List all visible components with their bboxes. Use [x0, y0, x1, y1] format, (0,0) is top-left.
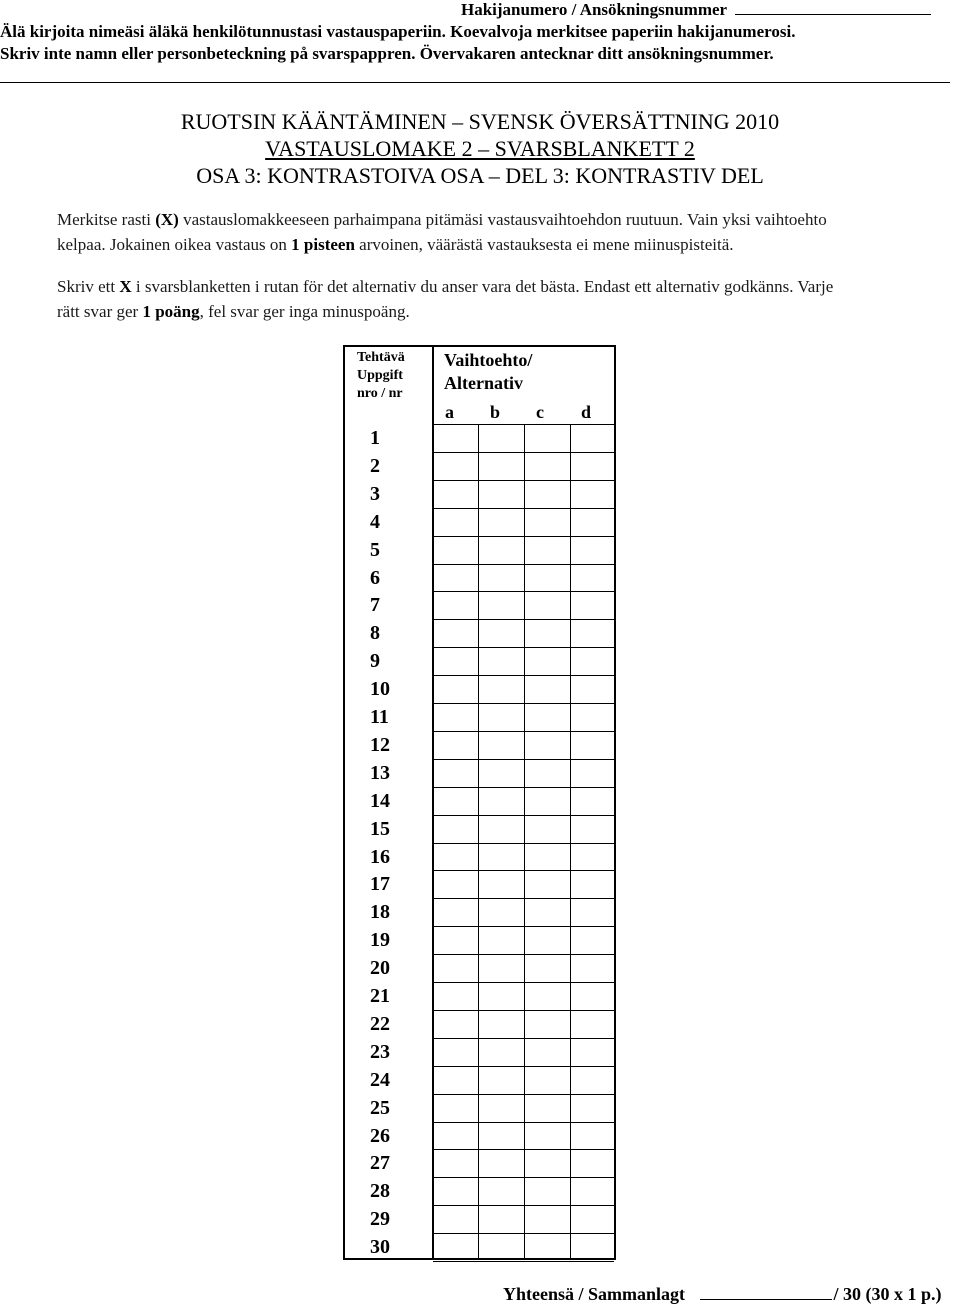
- answer-cell-2-d[interactable]: [571, 452, 616, 480]
- answer-cell-4-c[interactable]: [525, 508, 570, 536]
- answer-cell-24-c[interactable]: [525, 1066, 570, 1094]
- alt-letter-a: a: [445, 402, 454, 422]
- header-instruction-sv: Skriv inte namn eller personbeteckning på svarspappren. Övervakaren antecknar ditt ansökningsnummer.: [0, 44, 774, 63]
- answer-cell-30-a[interactable]: [433, 1233, 478, 1261]
- answer-cell-3-b[interactable]: [479, 480, 524, 508]
- answer-cell-12-d[interactable]: [571, 731, 616, 759]
- answer-cell-15-a[interactable]: [433, 815, 478, 843]
- task-number: 19: [370, 929, 390, 952]
- answer-cell-26-a[interactable]: [433, 1122, 478, 1150]
- answer-cell-8-b[interactable]: [479, 619, 524, 647]
- answer-cell-1-d[interactable]: [571, 424, 616, 452]
- answer-cell-20-c[interactable]: [525, 954, 570, 982]
- header-divider: [0, 82, 950, 83]
- answer-cell-30-c[interactable]: [525, 1233, 570, 1261]
- answer-cell-19-a[interactable]: [433, 926, 478, 954]
- answer-cell-21-b[interactable]: [479, 982, 524, 1010]
- answer-cell-2-b[interactable]: [479, 452, 524, 480]
- answer-cell-21-d[interactable]: [571, 982, 616, 1010]
- answer-cell-17-d[interactable]: [571, 870, 616, 898]
- answer-cell-1-a[interactable]: [433, 424, 478, 452]
- answer-cell-19-b[interactable]: [479, 926, 524, 954]
- answer-cell-18-c[interactable]: [525, 898, 570, 926]
- answer-cell-19-d[interactable]: [571, 926, 616, 954]
- answer-cell-20-d[interactable]: [571, 954, 616, 982]
- task-number: 1: [370, 427, 380, 449]
- task-number: 6: [370, 566, 380, 589]
- answer-cell-18-a[interactable]: [433, 898, 478, 926]
- answer-cell-9-a[interactable]: [433, 647, 478, 675]
- instructions-sv: Skriv ett X i svarsblanketten i rutan för det alternativ du anser vara det bästa. Endast ett alternativ godkänns. Varje rätt svar ger 1 poäng, fel svar ger inga minuspoäng.: [57, 277, 834, 321]
- answer-cell-2-c[interactable]: [525, 452, 570, 480]
- answer-cell-10-b[interactable]: [479, 675, 524, 703]
- answer-cell-18-b[interactable]: [479, 898, 524, 926]
- answer-cell-27-a[interactable]: [433, 1149, 478, 1177]
- task-number: 26: [370, 1124, 390, 1147]
- task-number: 18: [370, 901, 390, 924]
- answer-cell-22-d[interactable]: [571, 1010, 616, 1038]
- answer-cell-26-d[interactable]: [571, 1122, 616, 1150]
- answer-cell-23-b[interactable]: [479, 1038, 524, 1066]
- task-number: 2: [370, 454, 380, 477]
- task-number: 7: [370, 594, 380, 617]
- section-title: OSA 3: KONTRASTOIVA OSA – DEL 3: KONTRASTIV DEL: [196, 163, 764, 188]
- answer-cell-4-d[interactable]: [571, 508, 616, 536]
- answer-cell-24-d[interactable]: [571, 1066, 616, 1094]
- answer-cell-13-a[interactable]: [433, 759, 478, 787]
- applicant-number-label: [461, 0, 931, 20]
- answer-cell-5-a[interactable]: [433, 536, 478, 564]
- answer-cell-10-a[interactable]: [433, 675, 478, 703]
- answer-cell-16-b[interactable]: [479, 843, 524, 871]
- answer-cell-24-a[interactable]: [433, 1066, 478, 1094]
- answer-cell-8-c[interactable]: [525, 619, 570, 647]
- task-number: 11: [370, 706, 389, 728]
- answer-cell-26-c[interactable]: [525, 1122, 570, 1150]
- answer-cell-15-d[interactable]: [571, 815, 616, 843]
- answer-cell-22-c[interactable]: [525, 1010, 570, 1038]
- answer-cell-15-c[interactable]: [525, 815, 570, 843]
- answer-cell-14-a[interactable]: [433, 787, 478, 815]
- task-number: 27: [370, 1152, 390, 1175]
- answer-cell-7-a[interactable]: [433, 591, 478, 619]
- answer-cell-8-d[interactable]: [571, 619, 616, 647]
- header-instruction-fi: Älä kirjoita nimeäsi äläkä henkilötunnustasi vastauspaperiin. Koevalvoja merkitsee paperiin hakijanumerosi.: [0, 22, 796, 41]
- form-title: VASTAUSLOMAKE 2 – SVARSBLANKETT 2: [265, 136, 695, 161]
- answer-cell-28-d[interactable]: [571, 1177, 616, 1205]
- answer-cell-1-c[interactable]: [525, 424, 570, 452]
- task-number: 8: [370, 622, 380, 645]
- answer-cell-27-d[interactable]: [571, 1149, 616, 1177]
- answer-cell-9-d[interactable]: [571, 647, 616, 675]
- task-number: 13: [370, 761, 390, 784]
- answer-cell-27-b[interactable]: [479, 1149, 524, 1177]
- task-number: 23: [370, 1040, 390, 1063]
- answer-cell-28-a[interactable]: [433, 1177, 478, 1205]
- answer-cell-4-a[interactable]: [433, 508, 478, 536]
- answer-cell-22-b[interactable]: [479, 1010, 524, 1038]
- task-number: 5: [370, 538, 380, 561]
- answer-cell-12-b[interactable]: [479, 731, 524, 759]
- answer-cell-25-b[interactable]: [479, 1094, 524, 1122]
- task-number: 30: [370, 1236, 390, 1259]
- answer-cell-29-d[interactable]: [571, 1205, 616, 1233]
- applicant-number-field[interactable]: [735, 14, 931, 15]
- answer-cell-12-a[interactable]: [433, 731, 478, 759]
- answer-cell-29-b[interactable]: [479, 1205, 524, 1233]
- answer-cell-3-c[interactable]: [525, 480, 570, 508]
- task-number: 9: [370, 650, 380, 673]
- answer-cell-16-c[interactable]: [525, 843, 570, 871]
- answer-cell-10-d[interactable]: [571, 675, 616, 703]
- answer-cell-6-a[interactable]: [433, 564, 478, 592]
- answer-cell-18-d[interactable]: [571, 898, 616, 926]
- alt-letter-b: b: [490, 402, 501, 422]
- task-number: 16: [370, 845, 390, 868]
- total-score-field[interactable]: [700, 1299, 832, 1300]
- answer-cell-5-d[interactable]: [571, 536, 616, 564]
- answer-cell-25-a[interactable]: [433, 1094, 478, 1122]
- answer-cell-21-c[interactable]: [525, 982, 570, 1010]
- total-max: / 30 (30 x 1 p.): [833, 1284, 942, 1304]
- answer-cell-24-b[interactable]: [479, 1066, 524, 1094]
- answer-cell-23-c[interactable]: [525, 1038, 570, 1066]
- exam-title: RUOTSIN KÄÄNTÄMINEN – SVENSK ÖVERSÄTTNING 2010: [180, 109, 780, 134]
- answer-cell-15-b[interactable]: [479, 815, 524, 843]
- task-number: 3: [370, 482, 380, 505]
- answer-cell-17-c[interactable]: [525, 870, 570, 898]
- answer-cell-11-c[interactable]: [525, 703, 570, 731]
- applicant-number-text: Hakijanumero / Ansökningsnummer: [461, 0, 727, 19]
- answer-cell-29-a[interactable]: [433, 1205, 478, 1233]
- alt-letter-d: d: [581, 402, 592, 422]
- alt-letter-c: c: [536, 402, 544, 422]
- answer-cell-28-b[interactable]: [479, 1177, 524, 1205]
- answer-grid: [343, 345, 616, 1260]
- answer-cell-13-d[interactable]: [571, 759, 616, 787]
- answer-cell-13-c[interactable]: [525, 759, 570, 787]
- task-number: 28: [370, 1180, 390, 1203]
- answer-cell-14-c[interactable]: [525, 787, 570, 815]
- answer-cell-12-c[interactable]: [525, 731, 570, 759]
- task-number: 10: [370, 678, 390, 701]
- task-number: 24: [370, 1068, 390, 1091]
- task-number: 17: [370, 873, 390, 896]
- answer-cell-26-b[interactable]: [479, 1122, 524, 1150]
- answer-cell-11-a[interactable]: [433, 703, 478, 731]
- task-number: 21: [370, 985, 390, 1007]
- answer-cell-7-c[interactable]: [525, 591, 570, 619]
- task-number: 15: [370, 817, 390, 840]
- answer-cell-30-b[interactable]: [479, 1233, 524, 1261]
- answer-cell-20-b[interactable]: [479, 954, 524, 982]
- answer-cell-17-a[interactable]: [433, 870, 478, 898]
- answer-cell-1-b[interactable]: [479, 424, 524, 452]
- answer-cell-20-a[interactable]: [433, 954, 478, 982]
- answer-cell-29-c[interactable]: [525, 1205, 570, 1233]
- task-number: 25: [370, 1096, 390, 1119]
- answer-cell-25-c[interactable]: [525, 1094, 570, 1122]
- answer-cell-3-d[interactable]: [571, 480, 616, 508]
- total-score: [503, 1284, 942, 1305]
- answer-cell-16-d[interactable]: [571, 843, 616, 871]
- task-number: 20: [370, 957, 390, 980]
- answer-cell-14-b[interactable]: [479, 787, 524, 815]
- answer-cell-4-b[interactable]: [479, 508, 524, 536]
- answer-cell-16-a[interactable]: [433, 843, 478, 871]
- task-number: 29: [370, 1208, 390, 1231]
- answer-cell-9-b[interactable]: [479, 647, 524, 675]
- task-number: 12: [370, 733, 390, 756]
- answer-cell-17-b[interactable]: [479, 870, 524, 898]
- answer-cell-5-c[interactable]: [525, 536, 570, 564]
- answer-cell-28-c[interactable]: [525, 1177, 570, 1205]
- answer-cell-6-c[interactable]: [525, 564, 570, 592]
- answer-cell-13-b[interactable]: [479, 759, 524, 787]
- answer-cell-23-a[interactable]: [433, 1038, 478, 1066]
- answer-cell-6-b[interactable]: [479, 564, 524, 592]
- answer-cell-5-b[interactable]: [479, 536, 524, 564]
- answer-cell-11-d[interactable]: [571, 703, 616, 731]
- task-number: 14: [370, 789, 390, 812]
- answer-cell-6-d[interactable]: [571, 564, 616, 592]
- answer-cell-21-a[interactable]: [433, 982, 478, 1010]
- total-label: Yhteensä / Sammanlagt: [503, 1284, 686, 1304]
- answer-cell-27-c[interactable]: [525, 1149, 570, 1177]
- answer-cell-25-d[interactable]: [571, 1094, 616, 1122]
- answer-cell-14-d[interactable]: [571, 787, 616, 815]
- answer-cell-10-c[interactable]: [525, 675, 570, 703]
- answer-cell-19-c[interactable]: [525, 926, 570, 954]
- answer-cell-8-a[interactable]: [433, 619, 478, 647]
- task-number: 4: [370, 510, 380, 533]
- answer-cell-23-d[interactable]: [571, 1038, 616, 1066]
- row-divider: [433, 1261, 614, 1262]
- answer-cell-11-b[interactable]: [479, 703, 524, 731]
- answer-cell-7-b[interactable]: [479, 591, 524, 619]
- task-number-header: Tehtävä Uppgift nro / nr: [357, 350, 405, 401]
- answer-cell-2-a[interactable]: [433, 452, 478, 480]
- answer-cell-9-c[interactable]: [525, 647, 570, 675]
- task-number: 22: [370, 1012, 390, 1035]
- answer-cell-22-a[interactable]: [433, 1010, 478, 1038]
- answer-cell-3-a[interactable]: [433, 480, 478, 508]
- answer-cell-7-d[interactable]: [571, 591, 616, 619]
- answer-cell-30-d[interactable]: [571, 1233, 616, 1261]
- instructions-fi: Merkitse rasti (X) vastauslomakkeeseen parhaimpana pitämäsi vastausvaihtoehdon ruutuun. Vain yksi vaihtoehto kelpaa. Jokainen oikea vastaus on 1 pisteen arvoinen, väärästä vastauksesta ei mene miinuspisteitä.: [57, 210, 827, 254]
- alternative-header: Vaihtoehto/ Alternativ: [444, 350, 533, 393]
